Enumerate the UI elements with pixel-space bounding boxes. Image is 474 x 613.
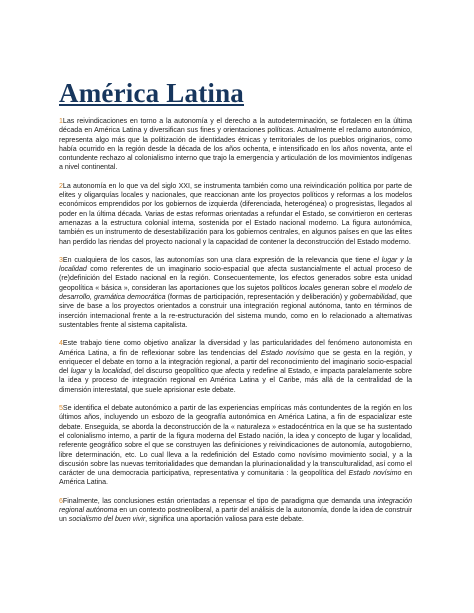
emphasis-text: gobernabilidad (349, 294, 397, 302)
paragraph-text: y la (86, 368, 103, 376)
paragraph-text: que se gesta en la región, y enriquecer el debate en torno a la integración regional, a partir del reconocimiento del imaginario socio-espacial del (59, 349, 412, 376)
paragraph-text: en un contexto postneoliberal, a partir del análisis de la autonomía, donde la idea de construir un (59, 506, 413, 524)
paragraph (59, 256, 412, 330)
paragraph-text: En cualquiera de los casos, las autonomías son una clara expresión de la relevancia que tiene (62, 256, 374, 264)
paragraph-text: La autonomía en lo que va del siglo XXI, se instrumenta también como una reivindicación política por parte de elites y oligarquías locales y nacionales, que reaccionan ante los proyectos políticos y reformas a los modelos económicos emprendidos por los gobiernos de izquierda (diferenciada, heterogénea) o progresistas, llegados al poder en la última década. Varias de estas reformas orientadas a refundar el Estado, se convirtieron en certeras amenazas a la estructura colonial interna, sostenida por el Estado nacional moderno. La figura autonómica, también es un instrumento de desestabilización para los gobiernos centrales, en algunos países en que las elites han perdido las riendas del proyecto nacional y la capacidad de contener la deconstrucción del Estado moderno. (59, 182, 412, 246)
paragraph-text: Este trabajo tiene como objetivo analizar la diversidad y las particularidades del fenómeno autonomista en América Latina, a fin de reflexionar sobre las tendencias del (59, 340, 412, 357)
emphasis-text: lugar (70, 368, 87, 376)
paragraph-text: generan sobre el (321, 284, 379, 292)
paragraph-number: 5 (59, 405, 63, 413)
paragraph-number: 4 (59, 340, 63, 348)
emphasis-text: el lugar y la localidad (59, 256, 412, 274)
emphasis-text: Estado novísimo (348, 470, 402, 478)
document-title: América Latina (59, 78, 245, 108)
paragraph-text: como referentes de un imaginario socio-espacial que afecta sustancialmente el actual proceso de (re)definición del Estado nacional en la región. Consecuentemente, los efectos generados sobre esta unidad geopolítica « básica », consideran las aportaciones que los sujetos políticos (59, 266, 412, 292)
paragraph (59, 117, 412, 173)
emphasis-text: modelo de desarrollo, gramática democrática (59, 284, 412, 302)
paragraph-text: (formas de participación, representación y deliberación) y (165, 294, 350, 302)
paragraph-text: Las reivindicaciones en torno a la autonomía y el derecho a la autodeterminación, se fortalecen en la última década en América Latina y diversifican sus fines y orientaciones políticas. Actualmente el reclamo autonómico, representa algo más que la politización de identidades étnicas y territoriales de los pueblos originarios, como había ocurrido en la región desde la década de los años ochenta, e intensificado en los años noventa, ante el contundente rechazo al colonialismo interno que trajo la emergencia y articulación de los movimientos indígenas a nivel continental. (59, 118, 412, 172)
paragraph-text: Se identifica el debate autonómico a partir de las experiencias empíricas más contundentes de la región en los últimos años, incluyendo un esbozo de la geografía autonómica en América Latina, a fin de espacializar este debate. Enseguida, se aborda la deconstrucción de la « naturaleza » estadocéntrica en la que se ha sustentado el colonialismo interno, a partir de la figura moderna del Estado nación, la idea y concepto de lugar y localidad, referente geográfico sobre el que se construyen las definiciones y reivindicaciones de autonomía, autogobierno, libre determinación, etc. Lo cual lleva a la redefinición del Estado como novísimo movimiento social, y a la discusión sobre las nuevas territorialidades que demandan la plurinacionalidad y la transculturalidad, así como el carácter de una democracia participativa, representativa y comunitaria : la geopolítica del (59, 405, 412, 478)
paragraph-number: 3 (59, 256, 63, 264)
paragraph-number: 6 (59, 497, 63, 505)
paragraph-number: 2 (59, 182, 63, 190)
paragraph-text: , significa una aportación valiosa para este debate. (145, 516, 304, 524)
emphasis-text: integración regional autónoma (59, 497, 412, 514)
paragraph (59, 182, 412, 247)
paragraph-text: en América Latina. (59, 470, 412, 487)
paragraph (59, 497, 412, 525)
paragraph-number: 1 (59, 118, 63, 125)
emphasis-text: localidad (102, 368, 131, 376)
paragraph (59, 339, 412, 395)
paragraph-text: , que sirve de base a los proyectos orientados a construir una integración regional autónoma, tanto en términos de inserción internacional frente a la re-estructuración del sistema mundo, como en lo relacionado a alternativas sustentables frente al sistema capitalista. (59, 294, 412, 329)
paragraph-text: Finalmente, las conclusiones están orientadas a repensar el tipo de paradigma que demanda una (62, 497, 378, 505)
emphasis-text: locales (299, 284, 322, 292)
paragraph-text: , del discurso geopolítico que afecta y redefine al Estado, e impacta paralelamente sobre la idea y proceso de integración regional en América Latina y el Caribe, más allá de la centralidad de la dimensión interestatal, que suele aprisionar este debate. (59, 368, 412, 394)
document-body (59, 117, 412, 525)
paragraph (59, 404, 412, 488)
emphasis-text: socialismo del buen vivir (68, 516, 146, 524)
emphasis-text: Estado novísimo (260, 349, 315, 357)
